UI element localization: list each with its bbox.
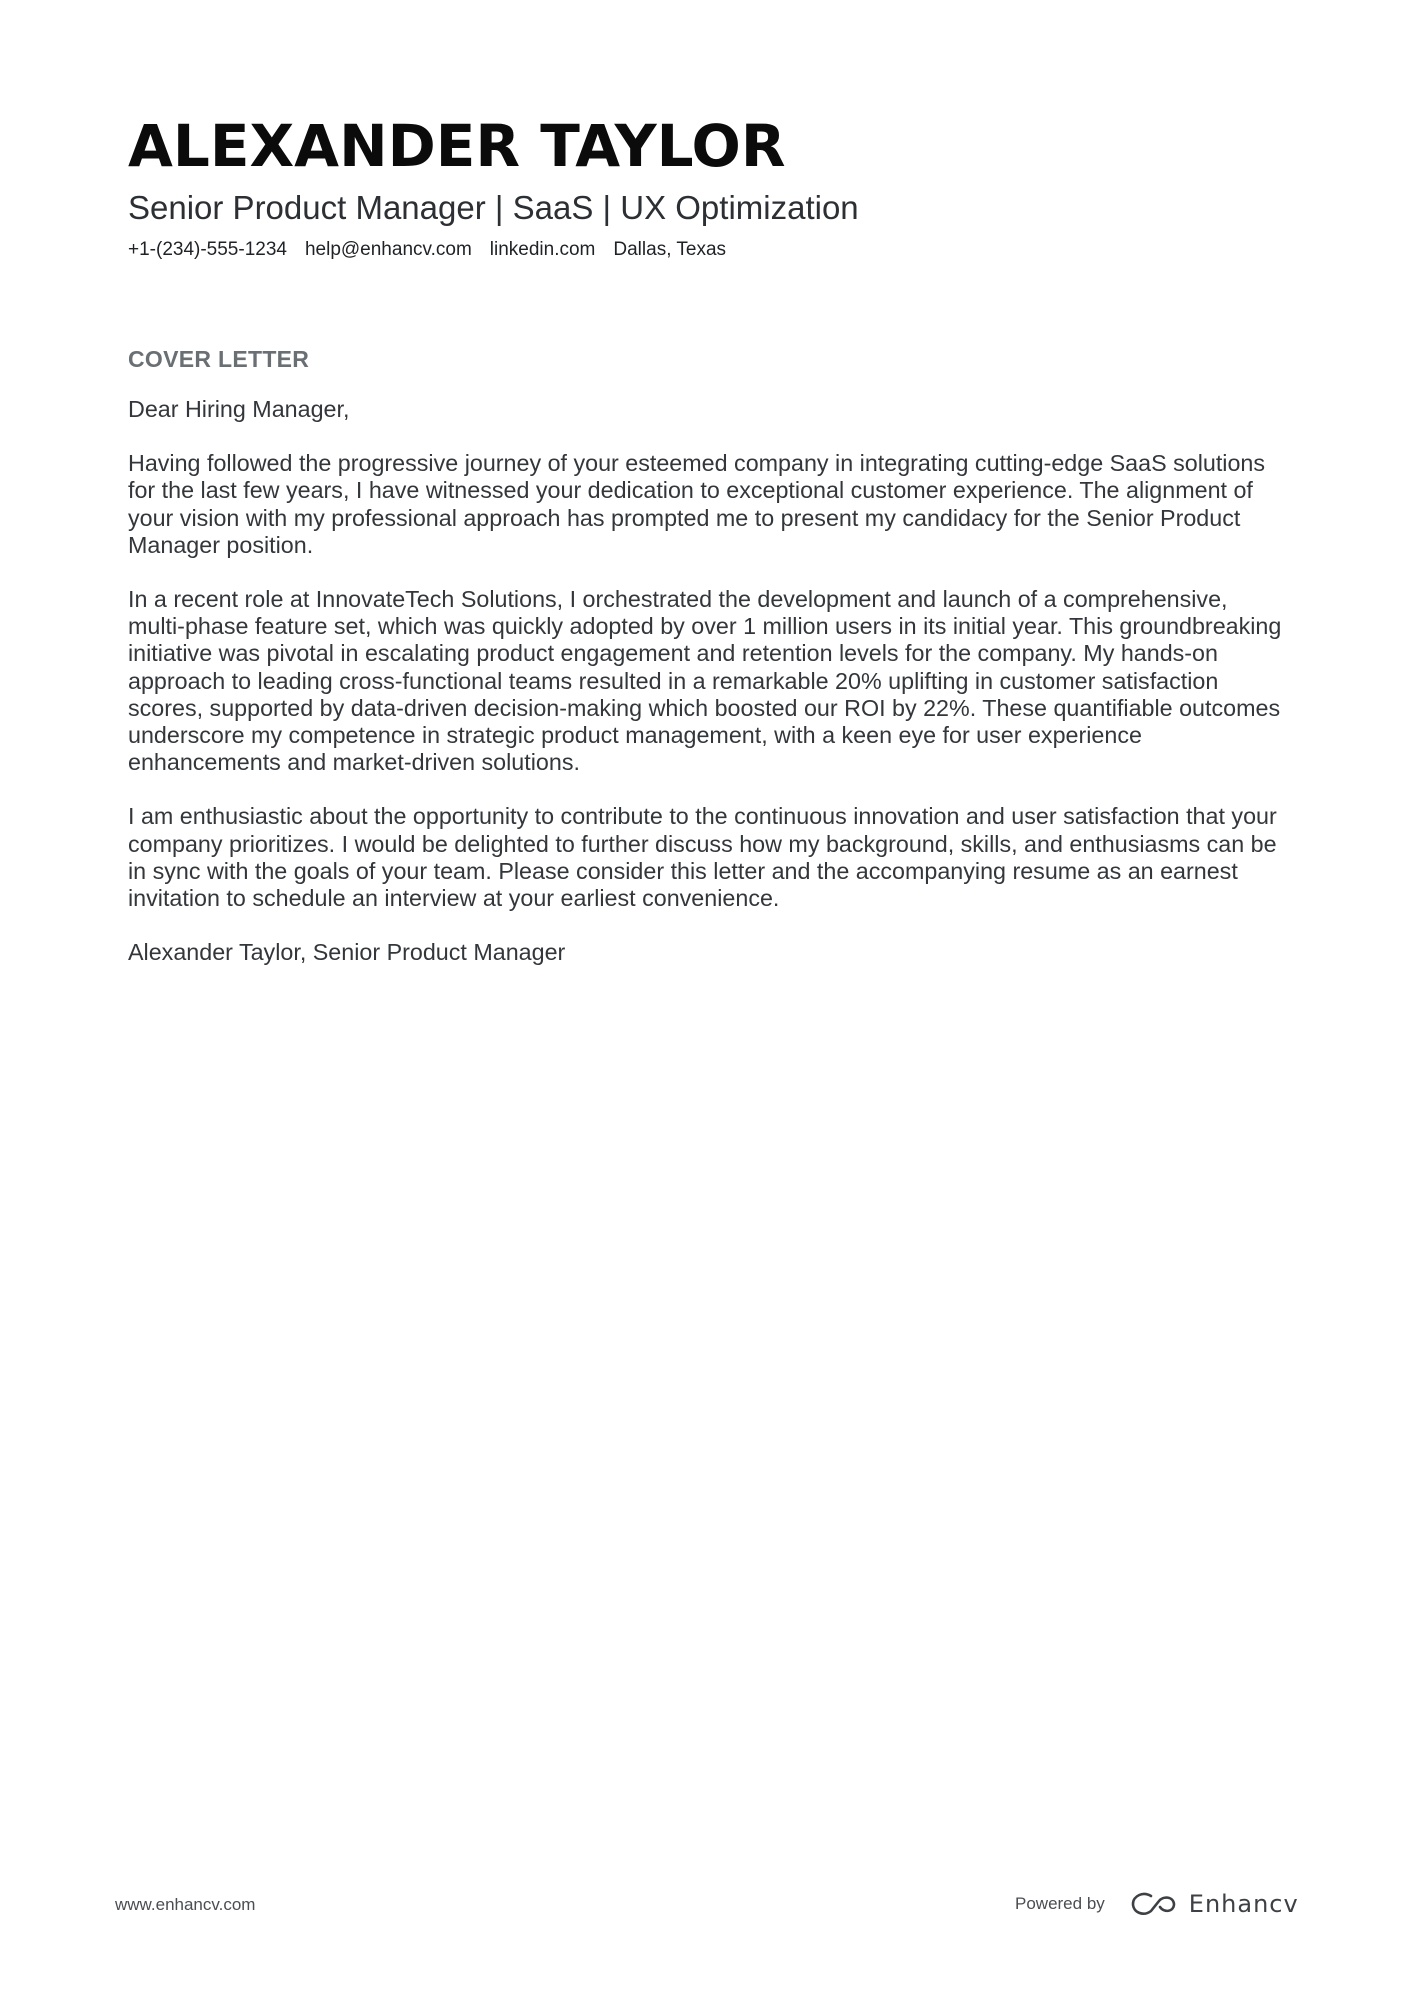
section-title: COVER LETTER bbox=[128, 346, 310, 372]
footer-branding[interactable] bbox=[1015, 1880, 1299, 1928]
resume-header bbox=[128, 112, 1288, 262]
enhancv-logo-icon bbox=[1131, 1892, 1177, 1916]
enhancv-brand-name: Enhancv bbox=[1188, 1890, 1299, 1918]
powered-by-label: Powered by bbox=[1015, 1894, 1105, 1913]
letter-paragraph-1: Having followed the progressive journey of your esteemed company in integrating cutting-edge SaaS solutions for the last few years, I have witnessed your dedication to exceptional customer experience. The alignment of your vision with my professional approach has prompted me to present my candidacy for the Senior Product Manager position. bbox=[128, 450, 1266, 558]
candidate-name: ALEXANDER TAYLOR bbox=[128, 112, 786, 180]
contact-location: Dallas, Texas bbox=[613, 239, 727, 260]
candidate-headline: Senior Product Manager | SaaS | UX Optimization bbox=[128, 189, 859, 226]
signature: Alexander Taylor, Senior Product Manager bbox=[128, 939, 566, 966]
contact-linkedin[interactable]: linkedin.com bbox=[489, 239, 596, 260]
contact-email[interactable]: help@enhancv.com bbox=[304, 239, 472, 260]
letter-paragraph-3: I am enthusiastic about the opportunity to contribute to the continuous innovation and user satisfaction that your company prioritizes. I would be delighted to further discuss how my background, skills, and enthusiasms can be in sync with the goals of your team. Please consider this letter and the accompanying resume as an earnest invitation to schedule an interview at your earliest convenience. bbox=[128, 803, 1277, 912]
footer-website-link[interactable]: www.enhancv.com bbox=[115, 1895, 256, 1914]
letter-paragraph-2: In a recent role at InnovateTech Solutions, I orchestrated the development and launch of a comprehensive, multi-phase feature set, which was quickly adopted by over 1 million users in its initial year. This groundbreaking initiative was pivotal in escalating product engagement and retention levels for the company. My hands-on approach to leading cross-functional teams resulted in a remarkable 20% uplifting in customer satisfaction scores, supported by data-driven decision-making which boosted our ROI by 22%. These quantifiable outcomes underscore my competence in strategic product management, with a keen eye for user experience enhancements and market-driven solutions. bbox=[128, 586, 1282, 776]
letter-body bbox=[128, 344, 1288, 993]
contact-phone: +1-(234)-555-1234 bbox=[128, 239, 287, 260]
salutation: Dear Hiring Manager, bbox=[128, 396, 350, 422]
contact-info bbox=[128, 238, 1288, 262]
